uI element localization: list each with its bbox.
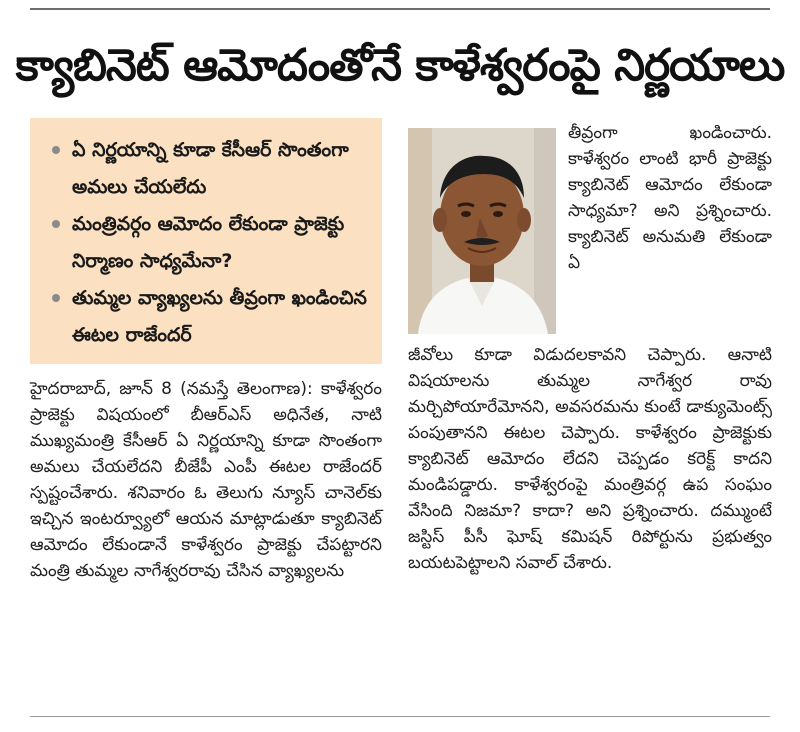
- headline: క్యాబినెట్ ఆమోదంతోనే కాళేశ్వరంపై నిర్ణయాలు: [15, 40, 785, 91]
- top-rule: [30, 8, 770, 10]
- article-body-left: [30, 376, 382, 584]
- bullet-icon: [52, 146, 60, 154]
- article-body-right-top: [568, 120, 772, 276]
- paragraph: హైదరాబాద్, జూన్ 8 (నమస్తే తెలంగాణ): కాళేశ్వరం ప్రాజెక్టు విషయంలో బీఆర్ఎస్ అధినేత, నాటి ముఖ్యమంత్రి కేసీఆర్ ఏ నిర్ణయాన్ని కూడా సొంతంగా అమలు చేయలేదని బీజేపీ ఎంపీ ఈటల రాజేందర్ స్పష్టంచేశారు. శనివారం ఓ తెలుగు న్యూస్ చానెల్‌కు ఇచ్చిన ఇంటర్వ్యూలో ఆయన మాట్లాడుతూ క్యాబినెట్ ఆమోదం లేకుండానే కాళేశ్వరం ప్రాజెక్టు చేపట్టారని మంత్రి తుమ్మల నాగేశ్వరరావు చేసిన వ్యాఖ్యలను: [30, 379, 382, 581]
- highlight-item: [52, 280, 372, 354]
- highlight-item: [52, 206, 372, 280]
- highlight-text: తుమ్మల వ్యాఖ్యలను తీవ్రంగా ఖండించిన ఈటల రాజేందర్: [72, 287, 367, 346]
- bullet-icon: [52, 220, 60, 228]
- highlights-box: [30, 118, 382, 364]
- portrait-photo: [408, 128, 556, 334]
- highlight-item: [52, 132, 372, 206]
- bullet-icon: [52, 294, 60, 302]
- highlight-text: ఏ నిర్ణయాన్ని కూడా కేసీఆర్ సొంతంగా అమలు చేయలేదు: [72, 139, 349, 198]
- highlight-text: మంత్రివర్గం ఆమోదం లేకుండా ప్రాజెక్టు నిర్మాణం సాధ్యమేనా?: [72, 213, 345, 272]
- article-body-right-bottom: [408, 342, 772, 576]
- portrait-illustration-icon: [408, 128, 556, 334]
- highlights-list: [52, 132, 372, 354]
- paragraph: తీవ్రంగా ఖండించారు. కాళేశ్వరం లాంటి భారీ ప్రాజెక్టు క్యాబినెట్ ఆమోదం లేకుండా సాధ్యమా? అని ప్రశ్నించారు. క్యాబినెట్ అనుమతి లేకుండా ఏ: [568, 123, 772, 273]
- bottom-rule: [30, 716, 770, 717]
- paragraph: జీవోలు కూడా విడుదలకావని చెప్పారు. ఆనాటి విషయాలను తుమ్మల నాగేశ్వర రావు మర్చిపోయారేమోనని, అవసరమను కుంటే డాక్యుమెంట్స్ పంపుతానని ఈటల చెప్పారు. కాళేశ్వరం ప్రాజెక్టుకు క్యాబినెట్ ఆమోదం లేదని చెప్పడం కరెక్ట్ కాదని మండిపడ్డారు. కాళేశ్వరంపై మంత్రివర్గ ఉప సంఘం వేసింది నిజమా? కాదా? అని ప్రశ్నించారు. దమ్ముంటే జస్టిస్ పీసీ ఘోష్ కమిషన్ రిపోర్టును ప్రభుత్వం బయటపెట్టాలని సవాల్ చేశారు.: [408, 345, 772, 573]
